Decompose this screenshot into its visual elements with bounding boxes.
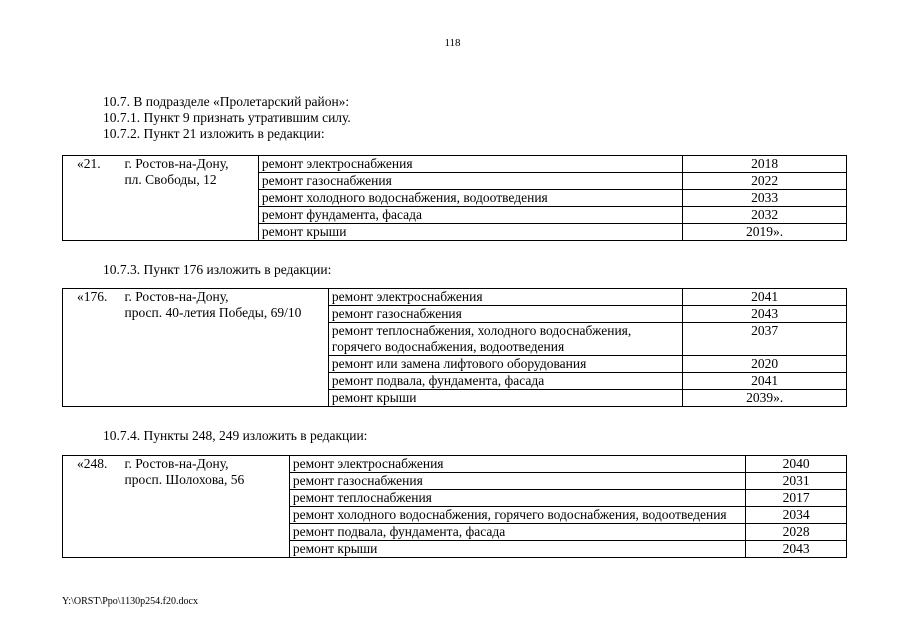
item-number: «248. [63, 456, 122, 558]
work-type: ремонт газоснабжения [289, 473, 745, 490]
address-street: просп. 40-летия Победы, 69/10 [124, 305, 302, 320]
work-type: ремонт холодного водоснабжения, водоотведения [258, 190, 682, 207]
work-year: 2017 [746, 490, 847, 507]
work-type: ремонт газоснабжения [328, 306, 682, 323]
work-type: ремонт крыши [258, 224, 682, 241]
work-year: 2020 [683, 356, 847, 373]
table-item-176 [62, 288, 847, 407]
paragraph-10-7-1: 10.7.1. Пункт 9 признать утратившим силу. [103, 110, 351, 125]
address-street: пл. Свободы, 12 [124, 172, 217, 187]
work-type: ремонт крыши [289, 541, 745, 558]
work-year: 2022 [683, 173, 847, 190]
work-year: 2041 [683, 373, 847, 390]
table-row [63, 289, 847, 306]
work-year: 2034 [746, 507, 847, 524]
address-street: просп. Шолохова, 56 [124, 472, 245, 487]
work-year: 2033 [683, 190, 847, 207]
work-type: ремонт электроснабжения [258, 156, 682, 173]
paragraph-10-7: 10.7. В подразделе «Пролетарский район»: [103, 94, 350, 109]
work-type: ремонт или замена лифтового оборудования [328, 356, 682, 373]
work-type: ремонт подвала, фундамента, фасада [328, 373, 682, 390]
work-type: ремонт теплоснабжения [289, 490, 745, 507]
work-type: ремонт крыши [328, 390, 682, 407]
work-year: 2037 [683, 323, 847, 356]
page-number: 118 [444, 37, 461, 49]
work-year: 2019». [683, 224, 847, 241]
item-number: «176. [63, 289, 122, 407]
paragraph-10-7-3: 10.7.3. Пункт 176 изложить в редакции: [103, 262, 332, 277]
work-year: 2018 [683, 156, 847, 173]
address-cell [121, 289, 328, 407]
table-item-248 [62, 455, 847, 558]
address-city: г. Ростов-на-Дону, [124, 456, 229, 471]
table-row [63, 156, 847, 173]
paragraph-10-7-2: 10.7.2. Пункт 21 изложить в редакции: [103, 126, 325, 141]
work-year: 2039». [683, 390, 847, 407]
work-type: ремонт электроснабжения [289, 456, 745, 473]
table-item-21 [62, 155, 847, 241]
work-type: ремонт фундамента, фасада [258, 207, 682, 224]
work-year: 2032 [683, 207, 847, 224]
table-row [63, 456, 847, 473]
work-type: ремонт теплоснабжения, холодного водоснабжения, горячего водоснабжения, водоотведения [328, 323, 682, 356]
work-type: ремонт подвала, фундамента, фасада [289, 524, 745, 541]
address-city: г. Ростов-на-Дону, [124, 156, 229, 171]
work-type: ремонт холодного водоснабжения, горячего водоснабжения, водоотведения [289, 507, 745, 524]
work-year: 2043 [683, 306, 847, 323]
address-cell [121, 456, 289, 558]
work-year: 2041 [683, 289, 847, 306]
item-number: «21. [63, 156, 122, 241]
address-cell [121, 156, 258, 241]
work-year: 2028 [746, 524, 847, 541]
work-year: 2043 [746, 541, 847, 558]
file-path-footer: Y:\ORST\Ppo\1130p254.f20.docx [62, 596, 198, 607]
work-type: ремонт газоснабжения [258, 173, 682, 190]
work-type: ремонт электроснабжения [328, 289, 682, 306]
work-year: 2040 [746, 456, 847, 473]
address-city: г. Ростов-на-Дону, [124, 289, 229, 304]
paragraph-10-7-4: 10.7.4. Пункты 248, 249 изложить в редакции: [103, 428, 368, 443]
work-year: 2031 [746, 473, 847, 490]
